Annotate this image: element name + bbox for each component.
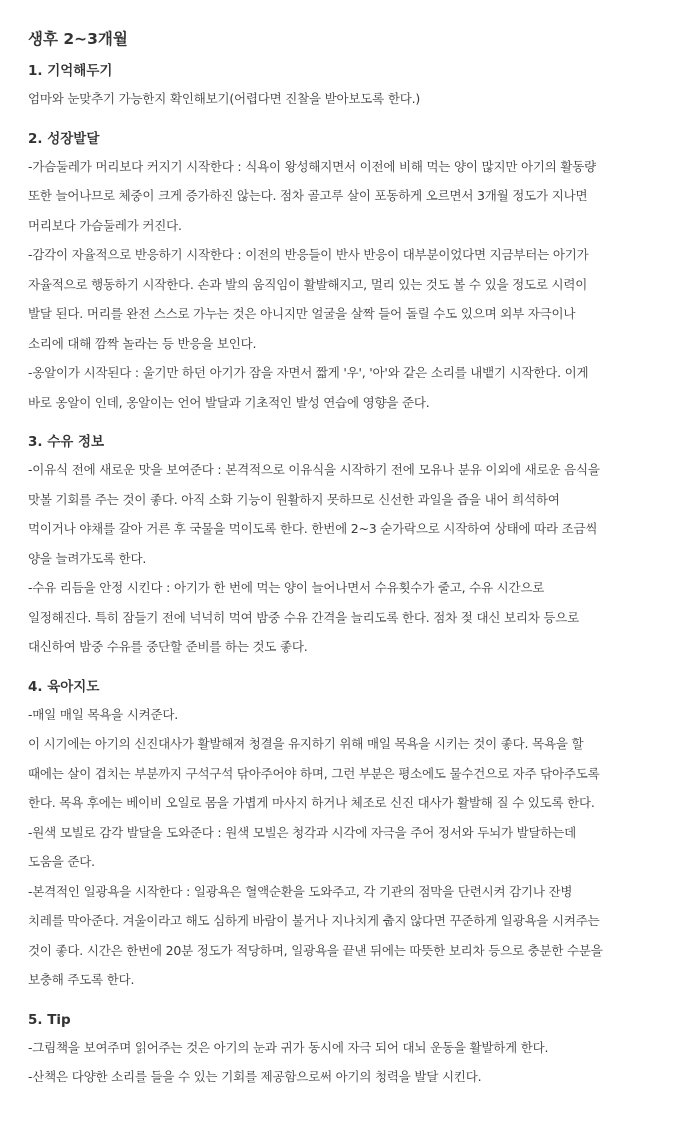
text-line: 때에는 살이 겹치는 부분까지 구석구석 닦아주어야 하며, 그런 부분은 평소에도 물수건으로 자주 닦아주도록	[28, 765, 600, 781]
text-line: 머리보다 가슴둘레가 커진다.	[28, 217, 182, 233]
text-line: -본격적인 일광욕을 시작한다 : 일광욕은 혈액순환을 도와주고, 각 기관의 점막을 단련시켜 감기나 잔병	[28, 883, 573, 899]
text-line: 발달 된다. 머리를 완전 스스로 가누는 것은 아니지만 얼굴을 살짝 들어 돌릴 수도 있으며 외부 자극이나	[28, 306, 576, 321]
text-line: 바로 옹알이 인데, 옹알이는 언어 발달과 기초적인 발성 연습에 영향을 준다.	[28, 394, 430, 410]
section-heading: 1. 기억해두기	[28, 63, 113, 79]
text-line: 한다. 목욕 후에는 베이비 오일로 몸을 가볍게 마사지 하거나 체조로 신진 대사가 활발해 질 수 있도록 한다.	[28, 795, 595, 810]
section	[28, 126, 683, 418]
text-line: -가슴둘레가 머리보다 커지기 시작한다 : 식욕이 왕성해지면서 이전에 비해 먹는 양이 많지만 아기의 활동량	[28, 158, 597, 174]
text-line: -원색 모빌로 감각 발달을 도와준다 : 원색 모빌은 청각과 시각에 자극을 주어 정서와 두뇌가 발달하는데	[28, 824, 577, 840]
section-heading: 3. 수유 정보	[28, 434, 105, 450]
text-line: 소리에 대해 깜짝 놀라는 등 반응을 보인다.	[28, 335, 257, 351]
section	[28, 58, 683, 114]
section	[28, 1007, 683, 1092]
text-line: 엄마와 눈맞추기 가능한지 확인해보기(어렵다면 진찰을 받아보도록 한다.)	[28, 91, 421, 106]
text-line: -산책은 다양한 소리를 들을 수 있는 기회를 제공함으로써 아기의 청력을 발달 시킨다.	[28, 1069, 482, 1084]
text-line: 것이 좋다. 시간은 한번에 20분 정도가 적당하며, 일광욕을 끝낸 뒤에는 따뜻한 보리차 등으로 충분한 수분을	[28, 942, 603, 958]
document-page	[28, 26, 683, 1092]
page-title: 생후 2~3개월	[28, 30, 128, 48]
text-line: 양을 늘려가도록 한다.	[28, 550, 147, 566]
text-line: -수유 리듬을 안정 시킨다 : 아기가 한 번에 먹는 양이 늘어나면서 수유횟수가 줄고, 수유 시간으로	[28, 580, 545, 595]
text-line: 맛볼 기회를 주는 것이 좋다. 아직 소화 기능이 원활하지 못하므로 신선한 과일을 즙을 내어 희석하여	[28, 491, 560, 507]
text-line: -매일 매일 목욕을 시켜준다.	[28, 706, 179, 722]
text-line: 또한 늘어나므로 체중이 크게 증가하진 않는다. 점차 골고루 살이 포동하게 오르면서 3개월 정도가 지나면	[28, 188, 588, 203]
text-line: 자율적으로 행동하기 시작한다. 손과 발의 움직임이 활발해지고, 멀리 있는 것도 볼 수 있을 정도로 시력이	[28, 276, 588, 292]
text-line: 보충해 주도록 한다.	[28, 972, 135, 987]
section-heading: 2. 성장발달	[28, 130, 100, 147]
text-line: -그림책을 보여주며 읽어주는 것은 아기의 눈과 귀가 동시에 자극 되어 대뇌 운동을 활발하게 한다.	[28, 1039, 549, 1055]
text-line: -이유식 전에 새로운 맛을 보여준다 : 본격적으로 이유식을 시작하기 전에 모유나 분유 이외에 새로운 음식을	[28, 462, 600, 477]
text-line: -감각이 자율적으로 반응하기 시작한다 : 이전의 반응들이 반사 반응이 대부분이었다면 지금부터는 아기가	[28, 247, 589, 262]
section-heading: 5. Tip	[28, 1011, 71, 1028]
text-line: 이 시기에는 아기의 신진대사가 활발해져 청결을 유지하기 위해 매일 목욕을 시키는 것이 좋다. 목욕을 할	[28, 736, 584, 751]
text-line: 일정해진다. 특히 잠들기 전에 넉넉히 먹여 밤중 수유 간격을 늘리도록 한다. 점차 젖 대신 보리차 등으로	[28, 609, 580, 625]
section	[28, 429, 683, 662]
section	[28, 674, 683, 995]
text-line: 대신하여 밤중 수유를 중단할 준비를 하는 것도 좋다.	[28, 639, 308, 654]
text-line: 도움을 준다.	[28, 854, 95, 869]
text-line: -옹알이가 시작된다 : 울기만 하던 아기가 잠을 자면서 짧게 '우', '아'와 같은 소리를 내뱉기 시작한다. 이게	[28, 365, 589, 380]
sections-container	[28, 58, 683, 1092]
text-line: 먹이거나 야채를 갈아 거른 후 국물을 먹이도록 한다. 한번에 2~3 숟가락으로 시작하여 상태에 따라 조금씩	[28, 521, 598, 536]
section-heading: 4. 육아지도	[28, 678, 100, 695]
text-line: 치레를 막아준다. 겨울이라고 해도 심하게 바람이 불거나 지나치게 춥지 않다면 꾸준하게 일광욕을 시켜주는	[28, 913, 600, 928]
